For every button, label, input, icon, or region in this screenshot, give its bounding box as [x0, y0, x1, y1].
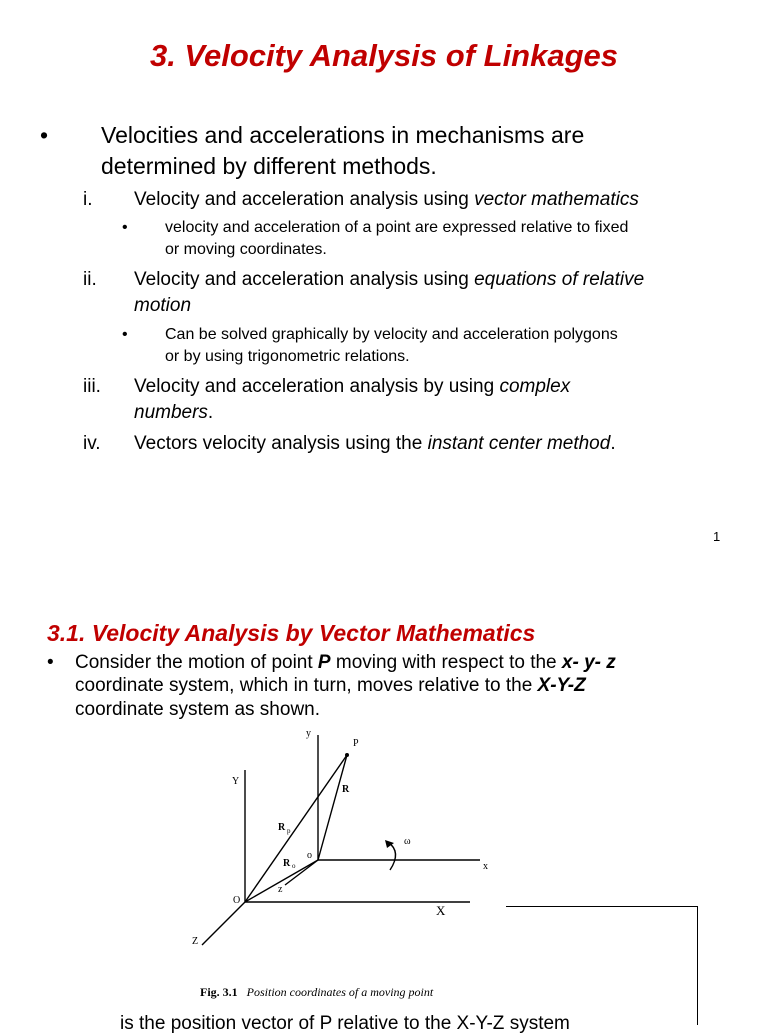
item-text-emphasis: instant center method: [427, 433, 611, 454]
item-text: [134, 400, 213, 426]
Rp-vector: [245, 755, 347, 902]
paragraph-line-3: coordinate system as shown.: [75, 699, 321, 720]
sub-item-line: velocity and acceleration of a point are expressed relative to fixed: [165, 219, 629, 236]
label-Z: Z: [192, 936, 199, 947]
label-R: R: [342, 784, 350, 795]
item-text: [134, 374, 570, 400]
item-text: [134, 267, 644, 293]
figure-caption: [200, 985, 434, 999]
label-P: P: [353, 738, 359, 749]
item-number: ii.: [83, 269, 97, 290]
bullet-marker: •: [47, 652, 54, 673]
item-text-plain: Velocity and acceleration analysis using: [134, 269, 475, 290]
label-omega: ω: [404, 836, 411, 847]
item-number: i.: [83, 189, 93, 210]
caption-text: Position coordinates of a moving point: [246, 985, 434, 999]
paragraph-text: coordinate system, which in turn, moves relative to the: [75, 675, 538, 696]
annotation-bracket: [506, 906, 698, 1025]
item-text-plain: Velocity and acceleration analysis using: [134, 189, 475, 210]
label-Ro: R: [283, 858, 291, 869]
caption-label: Fig. 3.1: [200, 985, 238, 999]
label-y: y: [306, 728, 311, 739]
sub-bullet-marker: •: [122, 219, 128, 236]
item-text-emphasis: equations of relative: [474, 269, 645, 290]
label-O: O: [233, 895, 241, 906]
paragraph-line-1: [75, 651, 616, 675]
item-text-emphasis: complex: [499, 376, 571, 397]
page-number: 1: [713, 529, 721, 544]
item-text-emphasis: vector mathematics: [474, 189, 639, 210]
item-number: iv.: [83, 433, 101, 454]
label-z: z: [278, 884, 283, 895]
item-text-plain: .: [610, 433, 616, 454]
label-Rp: R: [278, 822, 286, 833]
paragraph-line-2: [75, 674, 586, 698]
Z-axis: [202, 902, 245, 945]
label-X: X: [436, 903, 446, 918]
section-title: 3.1. Velocity Analysis by Vector Mathematics: [47, 620, 536, 646]
item-text: [134, 187, 639, 213]
intro-line-1: Velocities and accelerations in mechanisms are: [101, 122, 585, 148]
point-P: [345, 753, 349, 757]
sub-bullet-marker: •: [122, 326, 128, 343]
label-Y: Y: [232, 776, 240, 787]
item-text-plain: .: [207, 402, 214, 423]
item-text-emphasis: motion: [134, 295, 192, 316]
position-coordinates-figure: [180, 720, 520, 1005]
sub-item-line: or by using trigonometric relations.: [165, 348, 410, 365]
label-o: o: [307, 850, 312, 861]
paragraph-text: moving with respect to the: [330, 652, 562, 673]
coordinate-label: x- y- z: [561, 652, 616, 673]
point-symbol: P: [317, 652, 331, 673]
coordinate-label: X-Y-Z: [537, 675, 586, 696]
item-text-emphasis: numbers: [134, 402, 208, 423]
intro-line-2: determined by different methods.: [101, 153, 437, 179]
item-text-plain: Vectors velocity analysis using the: [134, 433, 428, 454]
bullet-marker: •: [40, 122, 49, 148]
label-Rp-subscript: p: [287, 827, 291, 835]
item-text-plain: Velocity and acceleration analysis by using: [134, 376, 500, 397]
bottom-text-fragment: is the position vector of P relative to the X-Y-Z system: [120, 1013, 570, 1034]
R-vector: [318, 755, 347, 860]
sub-item-line: Can be solved graphically by velocity and acceleration polygons: [165, 326, 618, 343]
slide-title: 3. Velocity Analysis of Linkages: [149, 38, 619, 73]
label-Ro-subscript: o: [292, 862, 296, 870]
item-number: iii.: [83, 376, 101, 397]
sub-item-line: or moving coordinates.: [165, 241, 327, 258]
Ro-vector: [245, 860, 318, 902]
label-x: x: [483, 861, 488, 872]
item-text: [134, 431, 616, 457]
paragraph-text: Consider the motion of point: [75, 652, 318, 673]
